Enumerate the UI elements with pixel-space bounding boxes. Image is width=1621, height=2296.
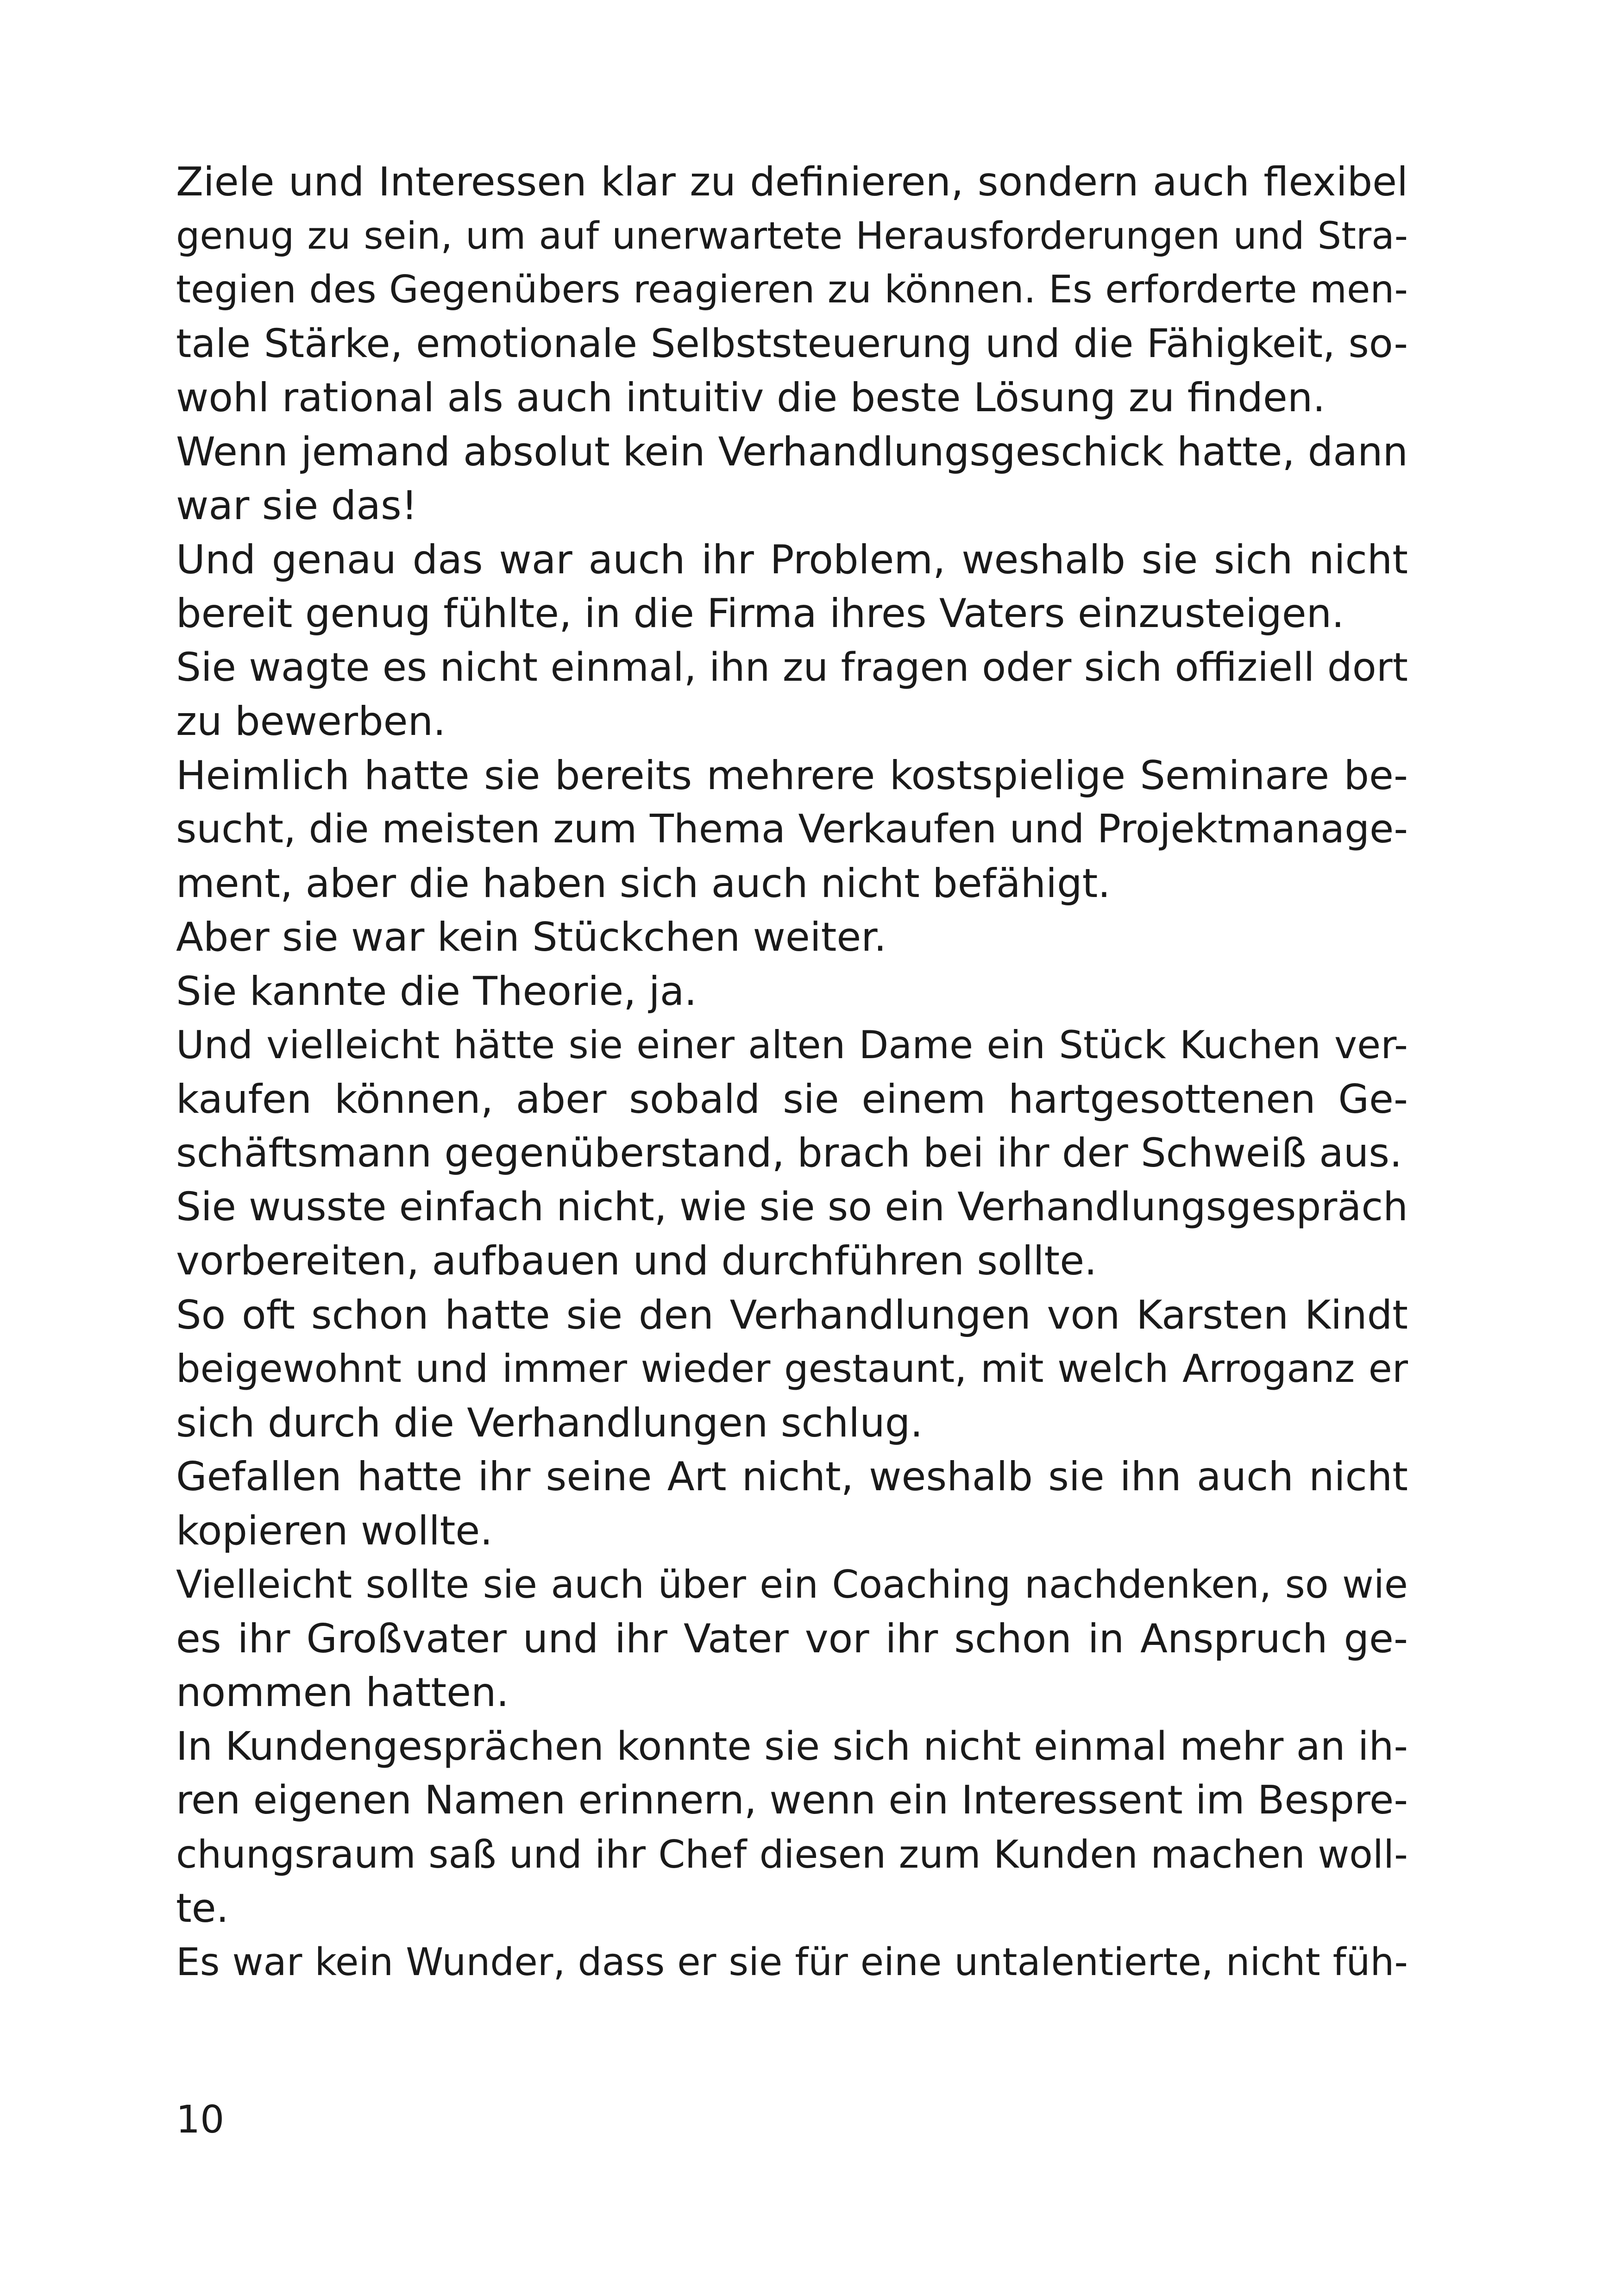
text-line: Ziele und Interessen klar zu definieren, sondern auch flexibel [176,159,1408,205]
text-line: nommen hatten. [176,1669,509,1716]
text-line: Sie wusste einfach nicht, wie sie so ein Verhandlungsgespräch [176,1184,1408,1230]
text-line: Aber sie war kein Stückchen weiter. [176,914,887,960]
text-line: kopieren wollte. [176,1507,493,1554]
text-line: ren eigenen Namen erinnern, wenn ein Interessent im Bespre- [176,1777,1408,1823]
text-line: beigewohnt und immer wieder gestaunt, mit welch Arroganz er [176,1346,1408,1391]
text-line: Und genau das war auch ihr Problem, weshalb sie sich nicht [176,536,1408,583]
text-line: wohl rational als auch intuitiv die beste Lösung zu finden. [176,375,1326,421]
body-text [176,155,1408,1989]
text-line: genug zu sein, um auf unerwartete Herausforderungen und Stra- [176,214,1408,258]
text-line: schäftsmann gegenüberstand, brach bei ihr der Schweiß aus. [176,1130,1402,1176]
text-line: Gefallen hatte ihr seine Art nicht, weshalb sie ihn auch nicht [176,1454,1408,1500]
text-line: Sie kannte die Theorie, ja. [176,968,697,1015]
text-line: Es war kein Wunder, dass er sie für eine untalentierte, nicht füh- [176,1940,1408,1984]
text-line: tale Stärke, emotionale Selbststeuerung und die Fähigkeit, so- [176,320,1408,367]
text-line: es ihr Großvater und ihr Vater vor ihr schon in Anspruch ge- [176,1615,1408,1662]
text-line: So oft schon hatte sie den Verhandlungen von Karsten Kindt [176,1292,1408,1338]
text-line: ment, aber die haben sich auch nicht befähigt. [176,860,1111,907]
text-line: Heimlich hatte sie bereits mehrere kostspielige Seminare be- [176,752,1408,799]
text-line: Und vielleicht hätte sie einer alten Dame ein Stück Kuchen ver- [176,1023,1408,1067]
text-line: war sie das! [176,483,418,529]
text-line: Vielleicht sollte sie auch über ein Coaching nachdenken, so wie [176,1562,1408,1607]
text-line: vorbereiten, aufbauen und durchführen sollte. [176,1238,1097,1284]
text-line: chungsraum saß und ihr Chef diesen zum Kunden machen woll- [176,1832,1408,1877]
text-line: tegien des Gegenübers reagieren zu können. Es erforderte men- [176,268,1408,312]
text-line: bereit genug fühlte, in die Firma ihres Vaters einzusteigen. [176,590,1345,637]
text-line: sich durch die Verhandlungen schlug. [176,1399,923,1446]
text-line: zu bewerben. [176,698,446,745]
text-line: Sie wagte es nicht einmal, ihn zu fragen oder sich offiziell dort [176,644,1408,690]
page-number: 10 [176,2098,225,2142]
text-line: te. [176,1885,229,1932]
text-line: In Kundengesprächen konnte sie sich nicht einmal mehr an ih- [176,1723,1408,1769]
text-line: Wenn jemand absolut kein Verhandlungsgeschick hatte, dann [176,428,1408,475]
text-line: kaufen können, aber sobald sie einem hartgesottenen Ge- [176,1076,1408,1123]
text-line: sucht, die meisten zum Thema Verkaufen und Projektmanage- [176,806,1408,852]
